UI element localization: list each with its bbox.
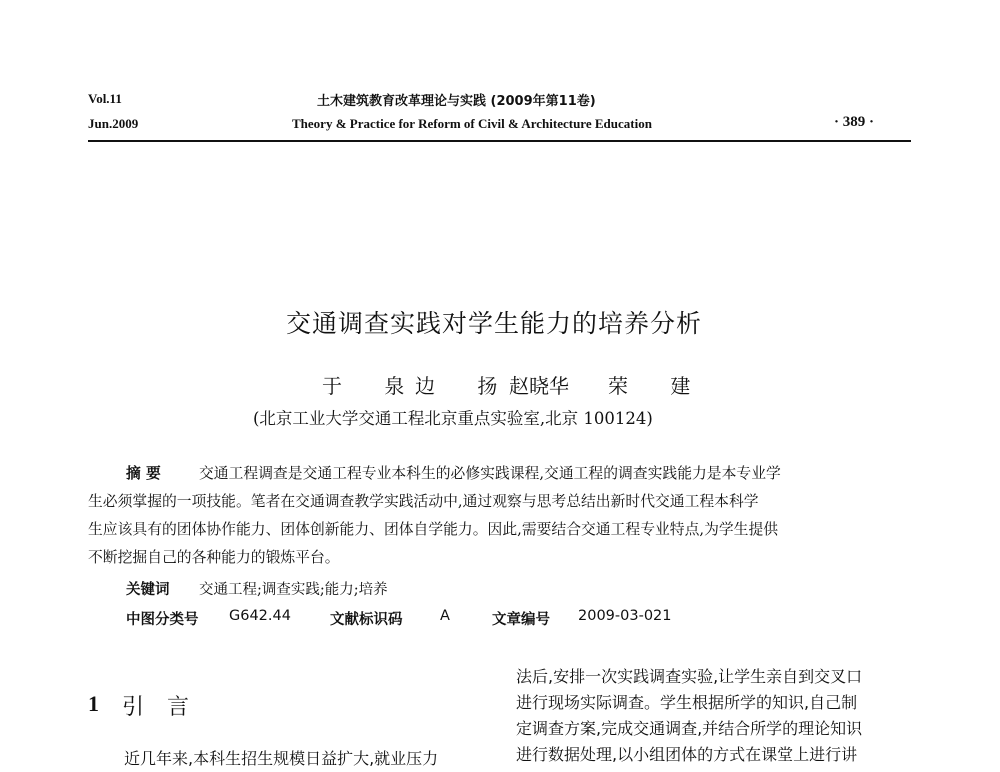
issue-date: Jun.2009: [88, 116, 139, 131]
article-no-label: 文章编号: [492, 612, 550, 628]
section-title: 引 言: [122, 695, 197, 720]
journal-title-cn: 土木建筑教育改革理论与实践 (2009年第11卷): [317, 94, 596, 109]
volume-label: Vol.11: [88, 91, 122, 106]
journal-title-en: Theory & Practice for Reform of Civil & Architecture Education: [292, 116, 652, 131]
author-list: [322, 370, 709, 398]
article-title: 交通调查实践对学生能力的培养分析: [286, 309, 703, 338]
keywords-label: 关键词: [126, 582, 170, 598]
abstract-label: 摘 要: [126, 465, 161, 482]
keywords-value: 交通工程;调查实践;能力;培养: [199, 582, 388, 598]
clc-value: G642.44: [229, 608, 291, 624]
author: 边 扬: [415, 374, 516, 398]
section-number: 1: [88, 691, 99, 716]
body-text-line: 定调查方案,完成交通调查,并结合所学的理论知识: [516, 719, 863, 738]
article-no-value: 2009-03-021: [578, 608, 672, 624]
affiliation: (北京工业大学交通工程北京重点实验室,北京 100124): [253, 409, 653, 428]
abstract-line: 生必须掌握的一项技能。笔者在交通调查教学实践活动中,通过观察与思考总结出新时代交通工程本科学: [88, 493, 759, 510]
abstract-line: 交通工程调查是交通工程专业本科生的必修实践课程,交通工程的调查实践能力是本专业学: [199, 465, 781, 482]
body-text-line: 法后,安排一次实践调查实验,让学生亲自到交叉口: [516, 667, 863, 686]
author: 于 泉: [322, 374, 423, 398]
clc-label: 中图分类号: [126, 612, 199, 628]
body-text-line: 进行数据处理,以小组团体的方式在课堂上进行讲: [516, 745, 858, 764]
body-text-line: 进行现场实际调查。学生根据所学的知识,自己制: [516, 693, 858, 712]
abstract-line: 生应该具有的团体协作能力、团体创新能力、团体自学能力。因此,需要结合交通工程专业特点,为学生提供: [88, 521, 779, 538]
page-number: · 389 ·: [834, 114, 875, 130]
abstract-line: 不断挖掘自己的各种能力的锻炼平台。: [88, 549, 340, 566]
author: 赵晓华: [509, 374, 569, 398]
body-text-line: 近几年来,本科生招生规模日益扩大,就业压力: [124, 749, 439, 768]
author: 荣 建: [608, 374, 709, 398]
doc-code-label: 文献标识码: [330, 612, 403, 628]
doc-code-value: A: [440, 608, 450, 624]
header-rule: [88, 140, 911, 142]
